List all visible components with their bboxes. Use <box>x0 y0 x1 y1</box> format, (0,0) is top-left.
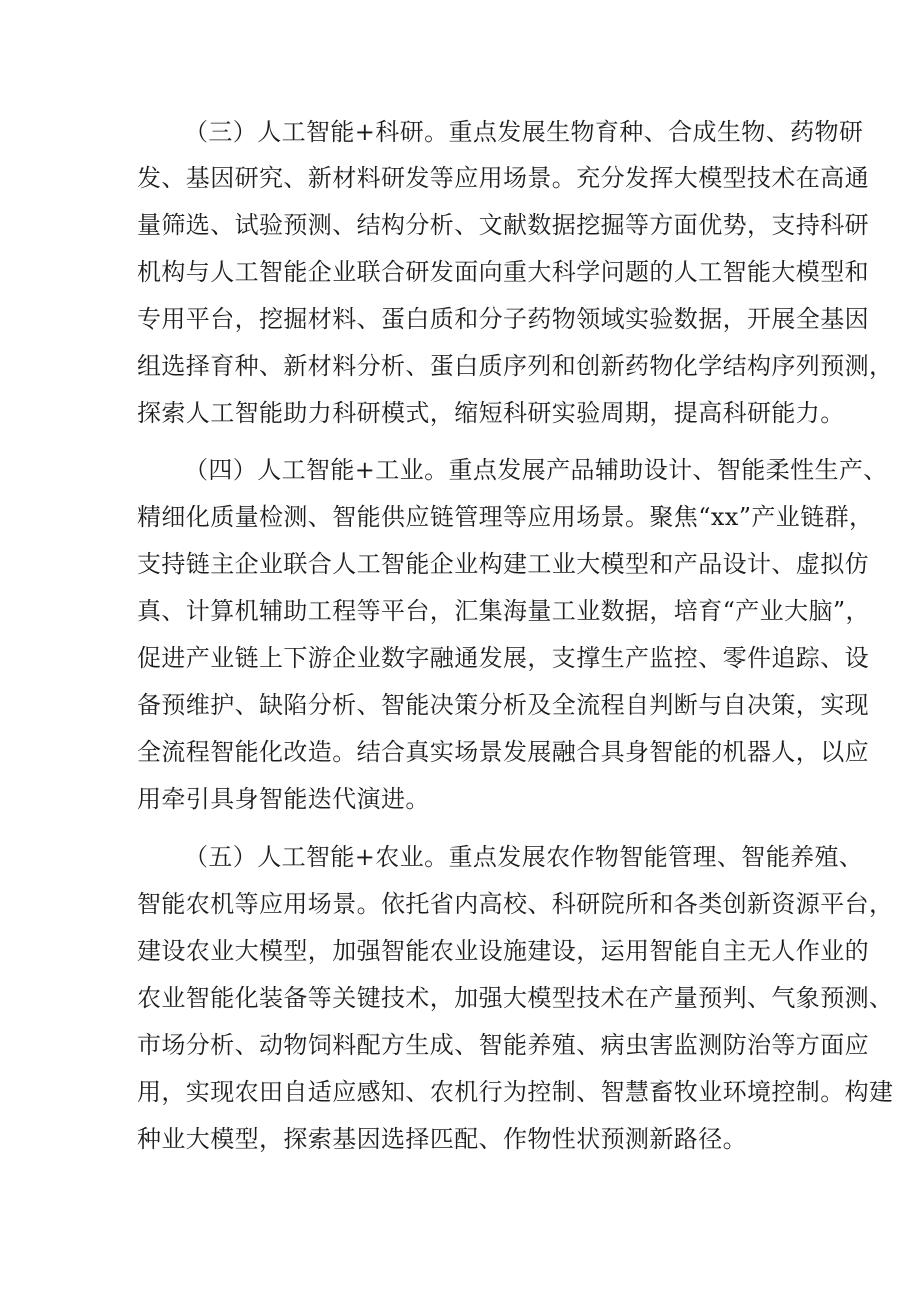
paragraph-line: 量筛选、试验预测、结构分析、文献数据挖掘等方面优势，支持科研 <box>137 211 869 239</box>
paragraph-line: 用牵引具身智能迭代演进。 <box>137 785 430 813</box>
paragraph-line: 用，实现农田自适应感知、农机行为控制、智慧畜牧业环境控制。构建 <box>137 1078 894 1106</box>
paragraph-line: （三）人工智能+科研。重点发展生物育种、合成生物、药物研 <box>184 118 864 146</box>
paragraph-line: （五）人工智能+农业。重点发展农作物智能管理、智能养殖、 <box>184 843 864 871</box>
paragraph-line: 市场分析、动物饲料配方生成、智能养殖、病虫害监测防治等方面应 <box>137 1031 869 1059</box>
paragraph-line: 智能农机等应用场景。依托省内高校、科研院所和各类创新资源平台， <box>137 890 894 918</box>
paragraph-line: 专用平台，挖掘材料、蛋白质和分子药物领域实验数据，开展全基因 <box>137 305 869 333</box>
paragraph-line: 种业大模型，探索基因选择匹配、作物性状预测新路径。 <box>137 1125 747 1153</box>
paragraph-line: 建设农业大模型，加强智能农业设施建设，运用智能自主无人作业的 <box>137 937 869 965</box>
paragraph-line: 促进产业链上下游企业数字融通发展，支撑生产监控、零件追踪、设 <box>137 644 869 672</box>
paragraph-line: 组选择育种、新材料分析、蛋白质序列和创新药物化学结构序列预测， <box>137 352 894 380</box>
paragraph-line: 农业智能化装备等关键技术，加强大模型技术在产量预判、气象预测、 <box>137 984 894 1012</box>
paragraph-line: 发、基因研究、新材料研发等应用场景。充分发挥大模型技术在高通 <box>137 164 869 192</box>
paragraph-line: 精细化质量检测、智能供应链管理等应用场景。聚焦“xx”产业链群， <box>137 503 874 531</box>
paragraph-line: 支持链主企业联合人工智能企业构建工业大模型和产品设计、虚拟仿 <box>137 550 869 578</box>
paragraph-line: 全流程智能化改造。结合真实场景发展融合具身智能的机器人，以应 <box>137 738 869 766</box>
paragraph-line: 探索人工智能助力科研模式，缩短科研实验周期，提高科研能力。 <box>137 399 845 427</box>
paragraph-line: 备预维护、缺陷分析、智能决策分析及全流程自判断与自决策，实现 <box>137 691 869 719</box>
paragraph-line: 真、计算机辅助工程等平台，汇集海量工业数据，培育“产业大脑”， <box>137 597 870 625</box>
paragraph-line: 机构与人工智能企业联合研发面向重大科学问题的人工智能大模型和 <box>137 258 869 286</box>
paragraph-line: （四）人工智能+工业。重点发展产品辅助设计、智能柔性生产、 <box>184 456 888 484</box>
